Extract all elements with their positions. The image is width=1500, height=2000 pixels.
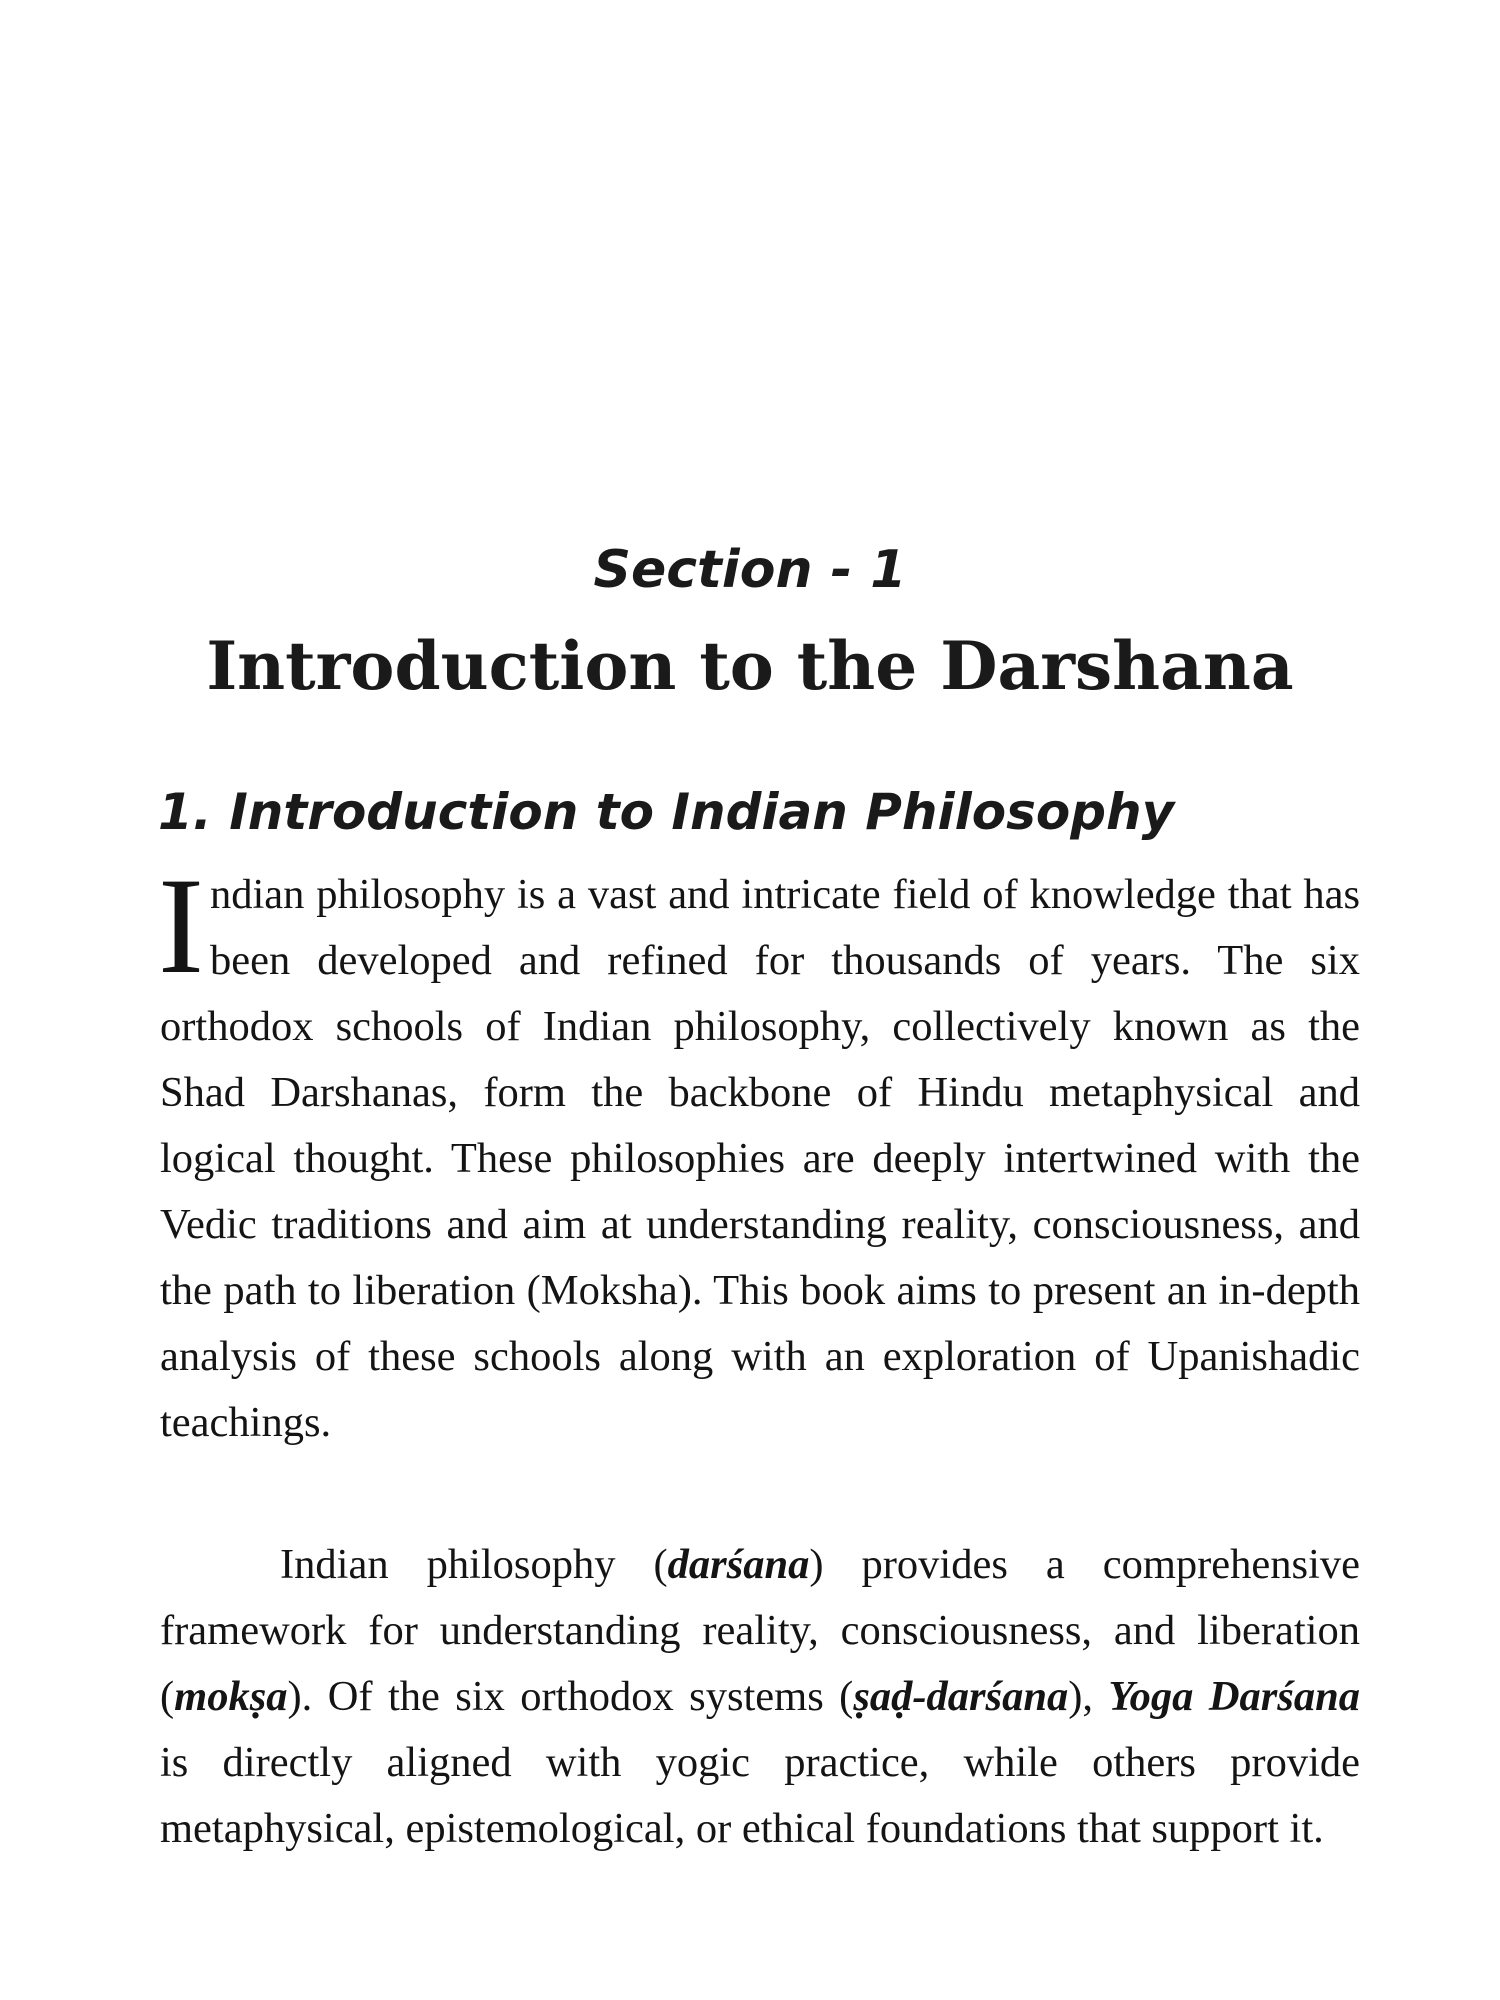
- paragraph-intro-text: [158, 849, 1360, 1456]
- text-segment: ). Of the six orthodox systems (: [287, 1673, 854, 1720]
- text-segment: ),: [1068, 1673, 1109, 1720]
- paragraph-intro: [158, 849, 1360, 1456]
- paragraph-intro-body: ndian philosophy is a vast and intricate field of knowledge that has been developed and refined for thousands of years. The six orthodox schools of Indian philosophy, collectively known as the Shad Darshanas, form the backbone of Hindu metaphysical and logical thought. These philosophies are deeply intertwined with the Vedic traditions and aim at understanding reality, consciousness, and the path to liberation (Moksha). This book aims to present an in-depth analysis of these schools along with an exploration of Upanishadic teachings.: [160, 871, 1360, 1446]
- term-sad-darsana: ṣaḍ-darśana: [853, 1673, 1069, 1720]
- paragraph-darsana: [160, 1532, 1360, 1862]
- paragraph-darsana-text: [160, 1532, 1360, 1862]
- term-moksa: mokṣa: [174, 1673, 288, 1720]
- subsection-title: 1. Introduction to Indian Philosophy: [158, 783, 1175, 841]
- section-label: Section - 1: [593, 540, 907, 600]
- chapter-title: Introduction to the Darshana: [206, 627, 1294, 705]
- term-yoga-darsana: Yoga Darśana: [1108, 1673, 1360, 1720]
- term-darsana: darśana: [667, 1541, 810, 1588]
- text-segment: ) provides a comprehensive framework for understanding reality, consciousness, and liberation (: [160, 1541, 1360, 1720]
- drop-cap-letter: I: [158, 849, 204, 1002]
- text-segment: is directly aligned with yogic practice, while others provide metaphysical, epistemological, or ethical foundations that support it.: [160, 1739, 1360, 1852]
- text-segment: Indian philosophy (: [280, 1541, 668, 1588]
